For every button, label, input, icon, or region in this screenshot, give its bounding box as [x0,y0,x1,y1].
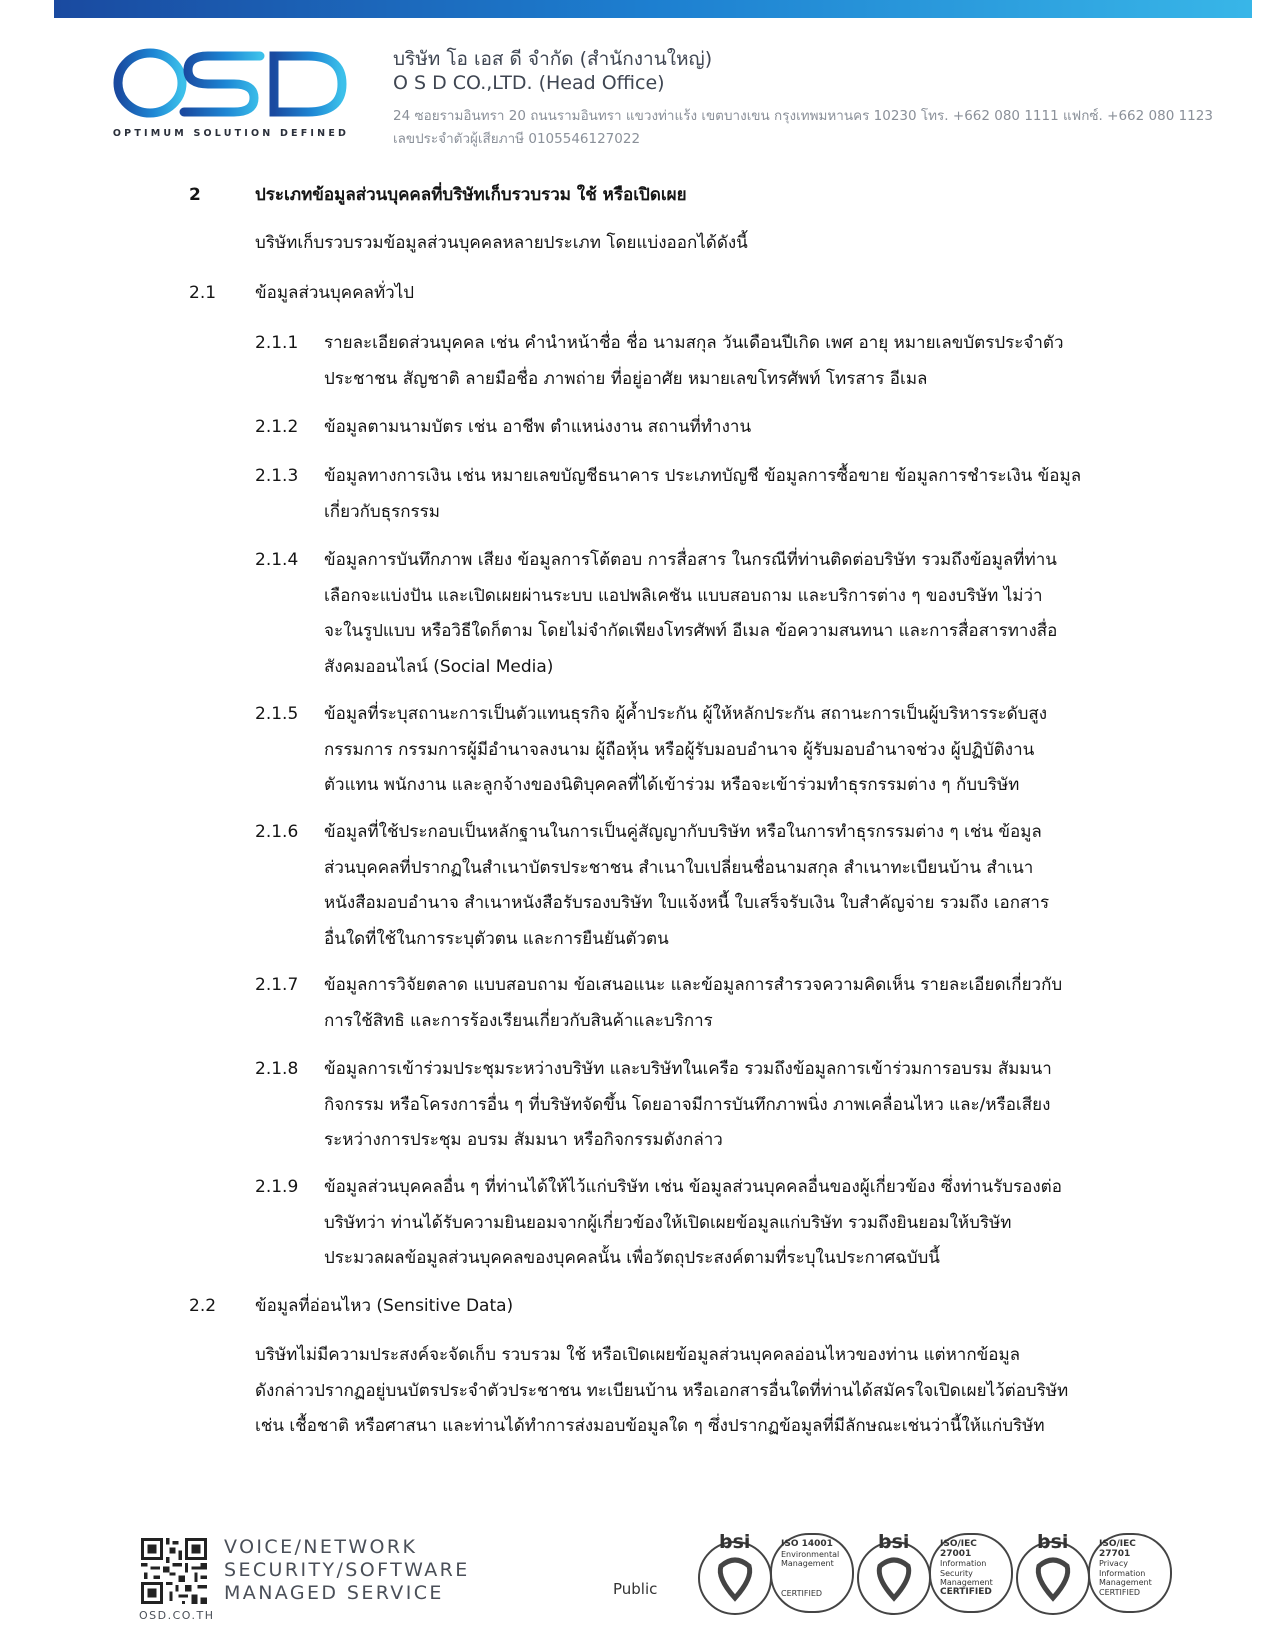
item-number: 2.1.7 [255,975,299,995]
item-line: ประมวลผลข้อมูลส่วนบุคคลของบุคคลนั้น เพื่อวัตถุประสงค์ตามที่ระบุในประกาศฉบับนี้ [324,1248,940,1268]
subsection-2-2-number: 2.2 [189,1296,217,1316]
logo-tagline: OPTIMUM SOLUTION DEFINED [112,128,350,139]
item-line: กิจกรรม หรือโครงการอื่น ๆ ที่บริษัทจัดขึ้น โดยอาจมีการบันทึกภาพนิ่ง ภาพเคลื่อนไหว และ/หรือเสียง [324,1094,1051,1115]
cert-line: Privacy [1099,1559,1128,1568]
header-accent-bar [54,0,1252,18]
subsection-2-2-text [255,1338,1068,1445]
section-title: ประเภทข้อมูลส่วนบุคคลที่บริษัทเก็บรวบรวม ใช้ หรือเปิดเผย [255,185,687,205]
item-line: อื่นใดที่ใช้ในการระบุตัวตน และการยืนยันตัวตน [324,928,669,949]
cert-line: Management [1099,1578,1152,1587]
item-line: ตัวแทน พนักงาน และลูกจ้างของนิติบุคคลที่ได้เข้าร่วม หรือจะเข้าร่วมทำธุรกรรมต่าง ๆ กับบริษัท [324,775,1020,795]
item-number: 2.1.9 [255,1177,299,1197]
subsection-2-1-number: 2.1 [189,283,217,303]
item-line: การใช้สิทธิ และการร้องเรียนเกี่ยวกับสินค้าและบริการ [324,1010,713,1031]
section-number: 2 [189,185,201,205]
item-text [324,815,1049,957]
cert-line: Information Security [940,1559,987,1578]
company-logo [112,44,350,144]
item-line: กรรมการ กรรมการผู้มีอำนาจลงนาม ผู้ถือหุ้น หรือผู้รับมอบอำนาจ ผู้รับมอบอำนาจช่วง ผู้ปฏิบัติงาน [324,739,1035,760]
item-line: ประชาชน สัญชาติ ลายมือชื่อ ภาพถ่าย ที่อยู่อาศัย หมายเลขโทรศัพท์ โทรสาร อีเมล [324,368,928,389]
company-name-thai: บริษัท โอ เอส ดี จำกัด (สำนักงานใหญ่) [393,48,713,70]
document-classification: Public [613,1580,658,1598]
item-number: 2.1.2 [255,417,299,437]
cert-badge-iso14001 [697,1530,857,1620]
item-number: 2.1.6 [255,822,299,842]
item-number: 2.1.3 [255,466,299,486]
footer-service-list [224,1536,470,1605]
company-tax-id: เลขประจำตัวผู้เสียภาษี 0105546127022 [393,131,641,147]
cert-standard: ISO 14001 [781,1539,833,1549]
subsection-2-1-title: ข้อมูลส่วนบุคคลทั่วไป [255,283,415,303]
item-line: ข้อมูลการเข้าร่วมประชุมระหว่างบริษัท และบริษัทในเครือ รวมถึงข้อมูลการเข้าร่วมการอบรม สัมมนา [324,1059,1052,1079]
cert-line: Management [940,1578,993,1587]
company-address: 24 ซอยรามอินทรา 20 ถนนรามอินทรา แขวงท่าแร้ง เขตบางเขน กรุงเทพมหานคร 10230 โทร. +662 080 1111 แฟกซ์. +662 080 1123 [393,108,1213,124]
service-line: VOICE/NETWORK [224,1536,418,1558]
service-line: SECURITY/SOFTWARE [224,1559,470,1581]
item-text [324,543,1057,685]
item-line: ระหว่างการประชุม อบรม สัมมนา หรือกิจกรรมดังกล่าว [324,1130,723,1150]
item-text [324,1170,1062,1277]
item-text [324,968,1062,1039]
cert-standard: ISO/IEC 27001 [940,1539,977,1559]
cert-line: Environmental [781,1549,840,1559]
cert-status: CERTIFIED [1099,1587,1141,1597]
item-line: ข้อมูลการวิจัยตลาด แบบสอบถาม ข้อเสนอแนะ และข้อมูลการสำรวจความคิดเห็น รายละเอียดเกี่ยวกับ [324,975,1063,995]
item-line: จะในรูปแบบ หรือวิธีใดก็ตาม โดยไม่จำกัดเพียงโทรศัพท์ อีเมล ข้อความสนทนา และการสื่อสารทางสื่อ [324,621,1058,641]
cert-standard: ISO/IEC 27701 [1099,1539,1136,1559]
cert-status: CERTIFIED [940,1586,992,1597]
service-line: MANAGED SERVICE [224,1582,444,1604]
section-intro: บริษัทเก็บรวบรวมข้อมูลส่วนบุคคลหลายประเภท โดยแบ่งออกได้ดังนี้ [255,233,748,253]
item-number: 2.1.4 [255,550,299,570]
item-text [324,326,1064,397]
item-line: ข้อมูลทางการเงิน เช่น หมายเลขบัญชีธนาคาร ประเภทบัญชี ข้อมูลการซื้อขาย ข้อมูลการชำระเงิน ข้อมูล [324,466,1082,486]
item-line: ดังกล่าวปรากฏอยู่บนบัตรประจำตัวประชาชน ทะเบียนบ้าน หรือเอกสารอื่นใดที่ท่านได้สมัครใจเปิดเผยไว้ต่อบริษัท [255,1380,1069,1401]
item-text [324,410,751,446]
cert-mark: bsi [719,1531,751,1553]
footer-website[interactable]: OSD.CO.TH [139,1609,215,1622]
item-line: เช่น เชื้อชาติ หรือศาสนา และท่านได้ทำการส่งมอบข้อมูลใด ๆ ซึ่งปรากฏข้อมูลที่มีลักษณะเช่นว่านี้ให้แก่บริษัท [255,1416,1045,1436]
item-number: 2.1.8 [255,1059,299,1079]
cert-status: CERTIFIED [781,1588,823,1598]
item-line: สังคมออนไลน์ (Social Media) [324,656,554,677]
item-line: ข้อมูลที่ระบุสถานะการเป็นตัวแทนธุรกิจ ผู้ค้ำประกัน ผู้ให้หลักประกัน สถานะการเป็นผู้บริหารระดับสูง [324,704,1048,724]
cert-badge-iso27701 [1015,1530,1175,1620]
item-line: บริษัทไม่มีความประสงค์จะจัดเก็บ รวบรวม ใช้ หรือเปิดเผยข้อมูลส่วนบุคคลอ่อนไหวของท่าน แต่หากข้อมูล [255,1345,1021,1365]
company-name-english: O S D CO.,LTD. (Head Office) [393,72,665,94]
cert-line: Information [1099,1568,1146,1578]
item-line: หนังสือมอบอำนาจ สำเนาหนังสือรับรองบริษัท ใบแจ้งหนี้ ใบเสร็จรับเงิน ใบสำคัญจ่าย รวมถึง เอกสาร [324,893,1050,913]
cert-line: Management [781,1559,834,1568]
item-line: ข้อมูลตามนามบัตร เช่น อาชีพ ตำแหน่งงาน สถานที่ทำงาน [324,417,752,437]
item-line: รายละเอียดส่วนบุคคล เช่น คำนำหน้าชื่อ ชื่อ นามสกุล วันเดือนปีเกิด เพศ อายุ หมายเลขบัตรประจำตัว [324,333,1064,353]
osd-logo-icon [112,44,350,124]
item-line: บริษัทว่า ท่านได้รับความยินยอมจากผู้เกี่ยวข้องให้เปิดเผยข้อมูลแก่บริษัท รวมถึงยินยอมให้บริษัท [324,1212,1012,1233]
item-number: 2.1.5 [255,704,299,724]
cert-badge-iso27001 [856,1530,1016,1620]
item-line: ข้อมูลการบันทึกภาพ เสียง ข้อมูลการโต้ตอบ การสื่อสาร ในกรณีที่ท่านติดต่อบริษัท รวมถึงข้อมูลที่ท่าน [324,550,1057,570]
item-text [324,697,1047,804]
item-line: เลือกจะแบ่งปัน และเปิดเผยผ่านระบบ แอปพลิเคชัน แบบสอบถาม และบริการต่าง ๆ ของบริษัท ไม่ว่า [324,585,1043,606]
item-line: เกี่ยวกับธุรกรรม [324,501,440,522]
item-text [324,1052,1052,1159]
qr-code-icon [141,1538,207,1604]
cert-mark: bsi [1037,1531,1069,1553]
item-line: ข้อมูลที่ใช้ประกอบเป็นหลักฐานในการเป็นคู่สัญญากับบริษัท หรือในการทำธุรกรรมต่าง ๆ เช่น ข้อมูล [324,822,1042,842]
item-text [324,459,1081,530]
item-line: ข้อมูลส่วนบุคคลอื่น ๆ ที่ท่านได้ให้ไว้แก่บริษัท เช่น ข้อมูลส่วนบุคคลอื่นของผู้เกี่ยวข้อง ซึ่งท่านรับรองต่อ [324,1177,1062,1197]
cert-mark: bsi [878,1531,910,1553]
item-number: 2.1.1 [255,333,299,353]
item-line: ส่วนบุคคลที่ปรากฏในสำเนาบัตรประชาชน สำเนาใบเปลี่ยนชื่อนามสกุล สำเนาทะเบียนบ้าน สำเนา [324,857,1034,878]
subsection-2-2-title: ข้อมูลที่อ่อนไหว (Sensitive Data) [255,1296,514,1316]
